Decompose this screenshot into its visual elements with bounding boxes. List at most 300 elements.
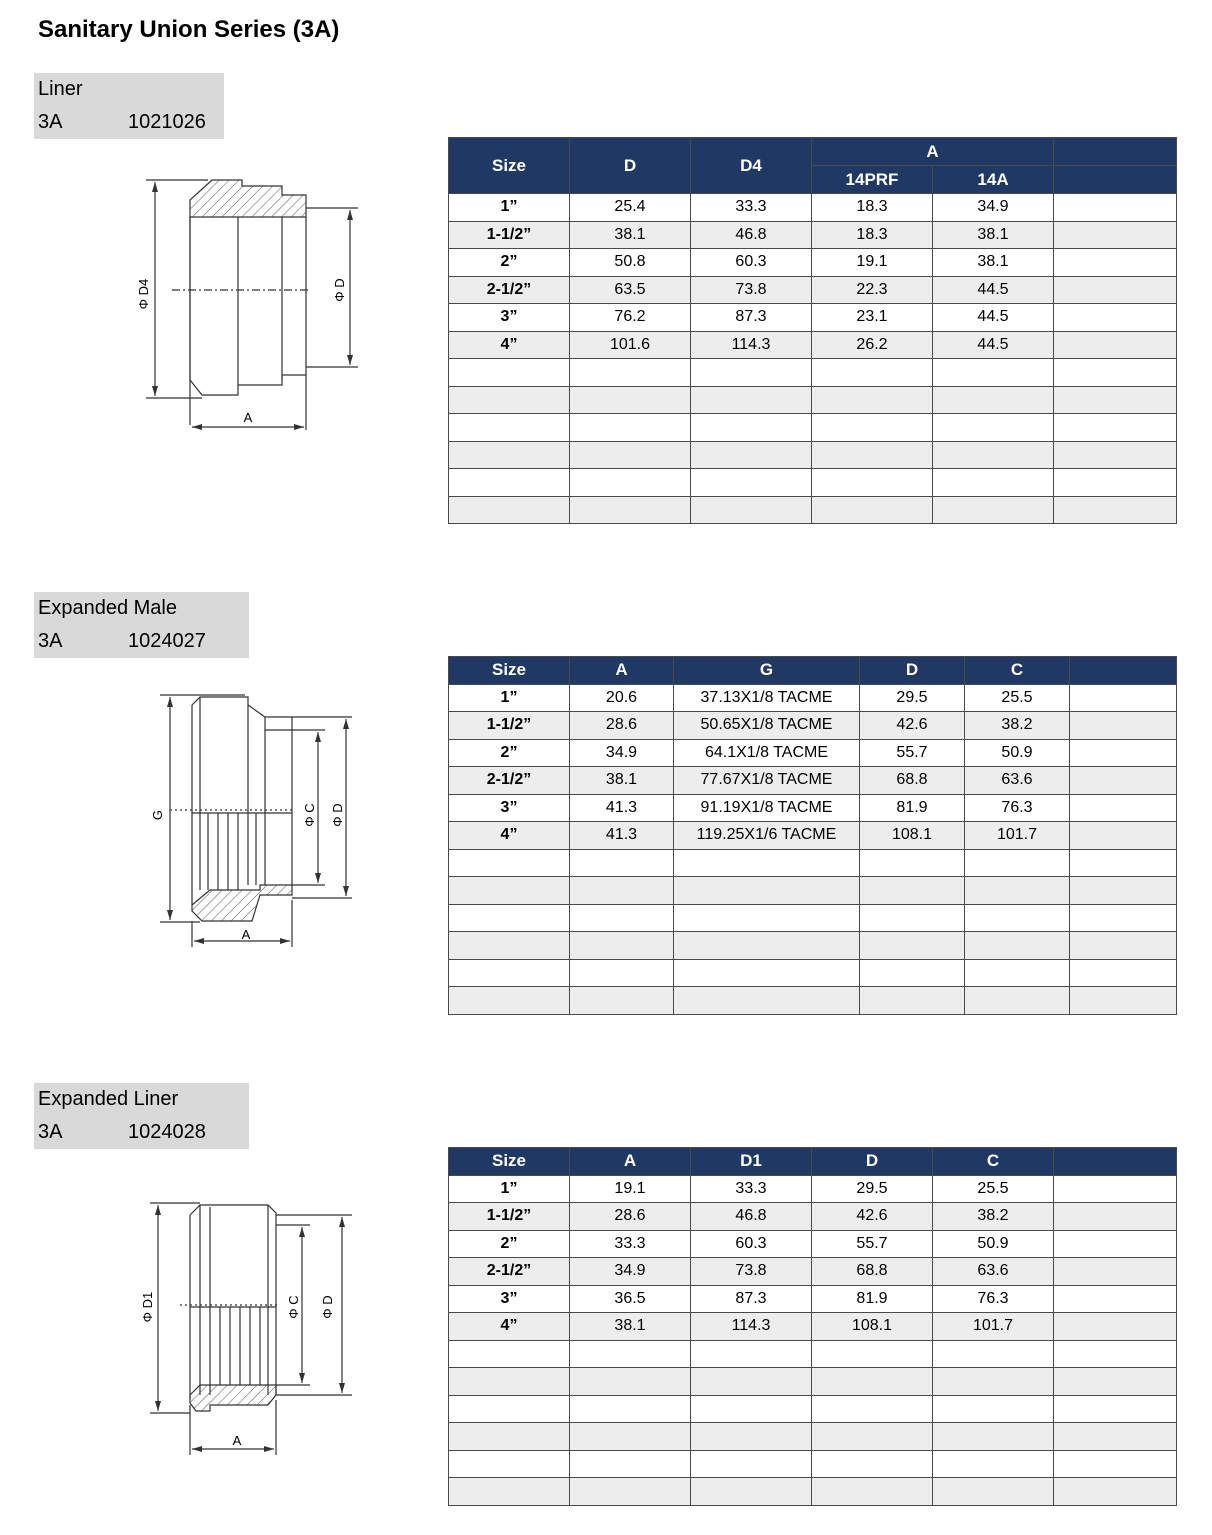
table-cell: 55.7: [812, 1230, 933, 1258]
table-cell: [570, 1368, 691, 1396]
table-cell: [933, 1395, 1054, 1423]
size-cell: 3”: [449, 304, 570, 332]
table-cell: 19.1: [812, 249, 933, 277]
size-cell: 2-1/2”: [449, 1258, 570, 1286]
size-cell: [449, 469, 570, 497]
dim-label-right: Φ D: [332, 278, 347, 302]
table-cell: [1070, 959, 1177, 987]
table-body: [449, 194, 1177, 524]
table-row: [449, 1285, 1177, 1313]
table-cell: [1070, 987, 1177, 1015]
table-cell: [1070, 849, 1177, 877]
table-row: [449, 932, 1177, 960]
table-cell: [1054, 194, 1177, 222]
table-cell: [570, 496, 691, 524]
size-cell: 2”: [449, 1230, 570, 1258]
size-cell: [449, 1395, 570, 1423]
header-a: A: [570, 657, 674, 685]
table-cell: 42.6: [812, 1203, 933, 1231]
header-size: Size: [449, 1148, 570, 1176]
header-14a: 14A: [933, 166, 1054, 194]
table-row: [449, 496, 1177, 524]
table-cell: 33.3: [691, 194, 812, 222]
table-row: [449, 331, 1177, 359]
table-cell: 42.6: [860, 712, 965, 740]
size-cell: [449, 386, 570, 414]
table-cell: [933, 1450, 1054, 1478]
table-cell: [570, 1450, 691, 1478]
table-cell: [1054, 1478, 1177, 1506]
table-cell: 77.67X1/8 TACME: [674, 767, 860, 795]
table-cell: [933, 1368, 1054, 1396]
table-cell: 38.1: [570, 767, 674, 795]
table-row: [449, 469, 1177, 497]
table-cell: [570, 932, 674, 960]
table-cell: 44.5: [933, 331, 1054, 359]
header-d1: D1: [691, 1148, 812, 1176]
size-cell: 2”: [449, 739, 570, 767]
table-cell: 34.9: [570, 739, 674, 767]
dim-label-left: G: [150, 809, 165, 821]
header-d: D: [570, 138, 691, 194]
table-cell: [691, 1423, 812, 1451]
table-cell: 68.8: [812, 1258, 933, 1286]
size-cell: 1-1/2”: [449, 712, 570, 740]
table-cell: [933, 414, 1054, 442]
table-row: [449, 1450, 1177, 1478]
table-row: [449, 1313, 1177, 1341]
size-cell: [449, 1478, 570, 1506]
size-cell: 2-1/2”: [449, 276, 570, 304]
table-cell: 76.2: [570, 304, 691, 332]
dim-label-bottom: A: [243, 410, 253, 425]
table-row: [449, 441, 1177, 469]
table-cell: [674, 932, 860, 960]
size-cell: [449, 904, 570, 932]
table-cell: [570, 849, 674, 877]
size-cell: 1”: [449, 194, 570, 222]
table-cell: [570, 1340, 691, 1368]
table-cell: 73.8: [691, 1258, 812, 1286]
section-label-liner: [34, 73, 224, 139]
table-cell: [965, 987, 1070, 1015]
table-cell: 37.13X1/8 TACME: [674, 684, 860, 712]
size-cell: 4”: [449, 1313, 570, 1341]
table-cell: [674, 877, 860, 905]
table-cell: [570, 1478, 691, 1506]
expanded-liner-spec-table: [448, 1147, 1177, 1506]
table-cell: [570, 987, 674, 1015]
table-cell: [1054, 249, 1177, 277]
header-size: Size: [449, 657, 570, 685]
table-cell: [812, 386, 933, 414]
size-cell: [449, 359, 570, 387]
table-row: [449, 959, 1177, 987]
table-cell: 101.6: [570, 331, 691, 359]
table-cell: [570, 877, 674, 905]
header-size: Size: [449, 138, 570, 194]
table-row: [449, 1175, 1177, 1203]
section-name: Liner: [38, 78, 83, 100]
table-cell: [1054, 1175, 1177, 1203]
table-cell: [1054, 1450, 1177, 1478]
table-cell: [860, 904, 965, 932]
table-cell: [1054, 441, 1177, 469]
table-cell: 25.4: [570, 194, 691, 222]
table-cell: [965, 877, 1070, 905]
expanded-liner-drawing: [130, 1195, 360, 1465]
table-cell: [965, 849, 1070, 877]
table-cell: [1070, 904, 1177, 932]
table-cell: [812, 1395, 933, 1423]
table-cell: [570, 469, 691, 497]
table-cell: 41.3: [570, 794, 674, 822]
table-cell: 68.8: [860, 767, 965, 795]
table-cell: [691, 441, 812, 469]
table-cell: [1054, 414, 1177, 442]
table-cell: [1070, 739, 1177, 767]
section-name: Expanded Male: [38, 597, 177, 619]
table-cell: [1054, 331, 1177, 359]
size-cell: [449, 987, 570, 1015]
table-cell: 101.7: [933, 1313, 1054, 1341]
table-cell: [933, 1340, 1054, 1368]
dim-label-mid: Φ C: [302, 803, 317, 827]
header-g: G: [674, 657, 860, 685]
size-cell: [449, 1340, 570, 1368]
size-cell: 3”: [449, 1285, 570, 1313]
table-cell: [965, 932, 1070, 960]
table-cell: [933, 1423, 1054, 1451]
table-cell: [691, 359, 812, 387]
table-cell: [812, 469, 933, 497]
size-cell: 3”: [449, 794, 570, 822]
table-cell: [691, 1395, 812, 1423]
header-blank: [1054, 1148, 1177, 1176]
table-row: [449, 221, 1177, 249]
table-cell: [933, 359, 1054, 387]
table-row: [449, 712, 1177, 740]
table-cell: 108.1: [860, 822, 965, 850]
table-cell: 46.8: [691, 221, 812, 249]
table-cell: [691, 1478, 812, 1506]
liner-spec-table: [448, 137, 1177, 524]
dim-label-bottom: A: [232, 1433, 242, 1448]
table-cell: 18.3: [812, 221, 933, 249]
table-cell: [1070, 932, 1177, 960]
table-cell: 114.3: [691, 1313, 812, 1341]
header-d: D: [812, 1148, 933, 1176]
table-row: [449, 794, 1177, 822]
table-cell: 63.6: [933, 1258, 1054, 1286]
table-cell: 25.5: [965, 684, 1070, 712]
table-cell: 19.1: [570, 1175, 691, 1203]
table-cell: 29.5: [812, 1175, 933, 1203]
table-cell: [570, 359, 691, 387]
table-cell: [691, 469, 812, 497]
table-cell: 114.3: [691, 331, 812, 359]
table-row: [449, 359, 1177, 387]
table-cell: [1054, 221, 1177, 249]
table-cell: [691, 386, 812, 414]
table-cell: [812, 496, 933, 524]
table-cell: [1054, 469, 1177, 497]
size-cell: 2-1/2”: [449, 767, 570, 795]
table-body: [449, 684, 1177, 1014]
table-body: [449, 1175, 1177, 1505]
table-row: [449, 822, 1177, 850]
table-cell: [570, 1395, 691, 1423]
header-c: C: [965, 657, 1070, 685]
series-label: 3A: [38, 1121, 63, 1143]
table-row: [449, 304, 1177, 332]
table-row: [449, 987, 1177, 1015]
table-row: [449, 904, 1177, 932]
table-row: [449, 849, 1177, 877]
size-cell: [449, 959, 570, 987]
table-row: [449, 1340, 1177, 1368]
table-cell: 50.9: [933, 1230, 1054, 1258]
table-cell: 22.3: [812, 276, 933, 304]
table-row: [449, 386, 1177, 414]
table-cell: [812, 441, 933, 469]
table-cell: [1054, 1285, 1177, 1313]
table-cell: [1070, 712, 1177, 740]
header-c: C: [933, 1148, 1054, 1176]
size-cell: [449, 932, 570, 960]
table-cell: [1054, 496, 1177, 524]
table-row: [449, 767, 1177, 795]
table-cell: [933, 1478, 1054, 1506]
header-d: D: [860, 657, 965, 685]
table-cell: 38.1: [570, 1313, 691, 1341]
table-cell: [933, 386, 1054, 414]
table-cell: 33.3: [691, 1175, 812, 1203]
table-cell: [674, 959, 860, 987]
table-cell: [933, 441, 1054, 469]
table-cell: [812, 1478, 933, 1506]
size-cell: 1”: [449, 1175, 570, 1203]
table-row: [449, 1478, 1177, 1506]
dim-label-right: Φ D: [320, 1295, 335, 1319]
table-cell: 119.25X1/6 TACME: [674, 822, 860, 850]
table-cell: [674, 987, 860, 1015]
table-cell: [691, 496, 812, 524]
table-row: [449, 414, 1177, 442]
page-title: Sanitary Union Series (3A): [38, 16, 340, 43]
table-cell: 38.1: [933, 249, 1054, 277]
table-cell: 38.1: [933, 221, 1054, 249]
table-cell: [812, 414, 933, 442]
table-cell: 50.9: [965, 739, 1070, 767]
table-cell: 108.1: [812, 1313, 933, 1341]
table-row: [449, 1203, 1177, 1231]
table-cell: 29.5: [860, 684, 965, 712]
table-cell: [1054, 386, 1177, 414]
table-cell: 34.9: [933, 194, 1054, 222]
expanded-male-spec-table: [448, 656, 1177, 1015]
table-cell: 41.3: [570, 822, 674, 850]
table-cell: [674, 849, 860, 877]
table-cell: [933, 496, 1054, 524]
table-row: [449, 877, 1177, 905]
table-cell: 33.3: [570, 1230, 691, 1258]
table-cell: [1070, 767, 1177, 795]
size-cell: 2”: [449, 249, 570, 277]
table-row: [449, 194, 1177, 222]
table-cell: [860, 877, 965, 905]
table-cell: [1070, 794, 1177, 822]
table-cell: 25.5: [933, 1175, 1054, 1203]
table-cell: 60.3: [691, 1230, 812, 1258]
table-cell: 23.1: [812, 304, 933, 332]
table-cell: [1054, 276, 1177, 304]
header-blank: [1054, 138, 1177, 166]
part-code: 1024028: [128, 1121, 206, 1143]
table-cell: 81.9: [860, 794, 965, 822]
header-blank: [1054, 166, 1177, 194]
table-cell: 87.3: [691, 304, 812, 332]
size-cell: 4”: [449, 331, 570, 359]
size-cell: 1-1/2”: [449, 1203, 570, 1231]
size-cell: [449, 849, 570, 877]
header-a: A: [570, 1148, 691, 1176]
table-cell: 36.5: [570, 1285, 691, 1313]
table-row: [449, 684, 1177, 712]
table-row: [449, 1423, 1177, 1451]
size-cell: [449, 1368, 570, 1396]
table-cell: 50.8: [570, 249, 691, 277]
size-cell: [449, 1450, 570, 1478]
table-cell: 87.3: [691, 1285, 812, 1313]
table-cell: [570, 414, 691, 442]
table-cell: 63.5: [570, 276, 691, 304]
header-blank: [1070, 657, 1177, 685]
table-cell: 20.6: [570, 684, 674, 712]
table-cell: 38.2: [965, 712, 1070, 740]
table-cell: [1070, 684, 1177, 712]
size-cell: [449, 414, 570, 442]
table-cell: [812, 359, 933, 387]
table-cell: 73.8: [691, 276, 812, 304]
table-cell: [1054, 304, 1177, 332]
liner-drawing: [130, 170, 370, 440]
header-group-a: A: [812, 138, 1054, 166]
table-cell: [933, 469, 1054, 497]
table-cell: [570, 904, 674, 932]
table-row: [449, 739, 1177, 767]
size-cell: [449, 496, 570, 524]
table-cell: [860, 932, 965, 960]
table-cell: [1054, 1203, 1177, 1231]
table-cell: [860, 959, 965, 987]
table-cell: [1070, 877, 1177, 905]
table-cell: 91.19X1/8 TACME: [674, 794, 860, 822]
table-cell: [691, 1368, 812, 1396]
table-cell: [860, 987, 965, 1015]
table-cell: [1054, 1395, 1177, 1423]
table-cell: 64.1X1/8 TACME: [674, 739, 860, 767]
table-cell: 38.1: [570, 221, 691, 249]
table-cell: [1054, 1230, 1177, 1258]
table-cell: 44.5: [933, 304, 1054, 332]
table-cell: [812, 1368, 933, 1396]
table-cell: [691, 1340, 812, 1368]
table-cell: 81.9: [812, 1285, 933, 1313]
table-cell: 44.5: [933, 276, 1054, 304]
table-cell: [570, 386, 691, 414]
table-cell: 34.9: [570, 1258, 691, 1286]
table-cell: 55.7: [860, 739, 965, 767]
table-cell: [965, 904, 1070, 932]
section-name: Expanded Liner: [38, 1088, 179, 1110]
table-cell: [1054, 1423, 1177, 1451]
expanded-male-drawing: [140, 685, 370, 955]
table-row: [449, 249, 1177, 277]
size-cell: [449, 877, 570, 905]
header-14prf: 14PRF: [812, 166, 933, 194]
table-cell: [860, 849, 965, 877]
table-cell: [812, 1423, 933, 1451]
table-cell: [1054, 1340, 1177, 1368]
series-label: 3A: [38, 111, 63, 133]
table-cell: 76.3: [965, 794, 1070, 822]
table-cell: 28.6: [570, 1203, 691, 1231]
table-cell: [1054, 1313, 1177, 1341]
size-cell: [449, 1423, 570, 1451]
table-cell: [812, 1450, 933, 1478]
table-row: [449, 1368, 1177, 1396]
table-cell: [1054, 1368, 1177, 1396]
table-cell: 101.7: [965, 822, 1070, 850]
dim-label-left: Φ D1: [140, 1291, 155, 1323]
table-row: [449, 1258, 1177, 1286]
section-label-expanded-liner: [34, 1083, 249, 1149]
header-d4: D4: [691, 138, 812, 194]
table-cell: [1054, 359, 1177, 387]
table-cell: 46.8: [691, 1203, 812, 1231]
table-row: [449, 1230, 1177, 1258]
dim-label-bottom: A: [241, 927, 251, 942]
table-cell: [691, 1450, 812, 1478]
table-cell: [570, 1423, 691, 1451]
section-label-expanded-male: [34, 592, 249, 658]
table-cell: 60.3: [691, 249, 812, 277]
table-cell: [1070, 822, 1177, 850]
table-cell: 63.6: [965, 767, 1070, 795]
series-label: 3A: [38, 630, 63, 652]
table-cell: [691, 414, 812, 442]
table-cell: [570, 441, 691, 469]
table-row: [449, 276, 1177, 304]
size-cell: 1”: [449, 684, 570, 712]
table-cell: [674, 904, 860, 932]
part-code: 1021026: [128, 111, 206, 133]
dim-label-right: Φ D: [330, 803, 345, 827]
dim-label-left: Φ D4: [136, 278, 151, 310]
table-cell: 50.65X1/8 TACME: [674, 712, 860, 740]
table-cell: [965, 959, 1070, 987]
table-row: [449, 1395, 1177, 1423]
part-code: 1024027: [128, 630, 206, 652]
table-cell: [812, 1340, 933, 1368]
table-cell: [1054, 1258, 1177, 1286]
size-cell: [449, 441, 570, 469]
table-cell: 28.6: [570, 712, 674, 740]
size-cell: 4”: [449, 822, 570, 850]
table-cell: 38.2: [933, 1203, 1054, 1231]
table-cell: [570, 959, 674, 987]
